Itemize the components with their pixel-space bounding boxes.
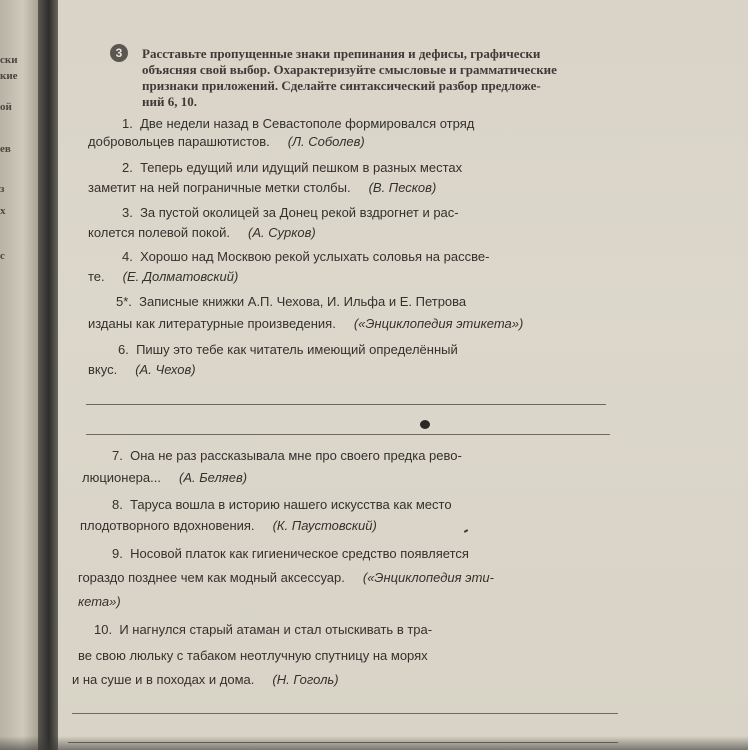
left-page-fragment: х	[0, 205, 6, 217]
sentence-6-line-1	[118, 342, 604, 357]
sentence-10-line-2	[78, 648, 618, 663]
left-page-edge	[0, 0, 38, 750]
sentence-text: добровольцев парашютистов.	[88, 134, 270, 149]
sentence-number: 8.	[112, 497, 123, 512]
sentence-text: ве свою люльку с табаком неотлучную спутницу на морях	[78, 648, 428, 663]
sentence-text: вкус.	[88, 362, 118, 377]
sentence-text: Две недели назад в Севастополе формировался отряд	[140, 116, 475, 131]
sentence-text: Таруса вошла в историю нашего искусства как место	[130, 497, 452, 512]
sentence-text: Она не раз рассказывала мне про своего предка рево-	[130, 448, 462, 463]
sentence-2-line-1	[122, 160, 602, 175]
sentence-number: 5*.	[116, 294, 132, 309]
sentence-8-line-1	[112, 497, 608, 512]
sentence-text: Хорошо над Москвою рекой услыхать соловья на рассве-	[140, 249, 490, 264]
sentence-7-line-1	[112, 448, 608, 463]
source-attribution: (А. Чехов)	[135, 362, 196, 377]
sentence-10-line-3	[72, 672, 632, 687]
sentence-text: и на суше и в походах и дома.	[72, 672, 255, 687]
exercise-number-badge: 3	[110, 44, 128, 62]
sentence-4-line-2	[88, 269, 648, 284]
sentence-2-line-2	[88, 180, 648, 195]
sentence-4-line-1	[122, 249, 602, 264]
sentence-number: 1.	[122, 116, 133, 131]
sentence-number: 9.	[112, 546, 123, 561]
sentence-number: 3.	[122, 205, 133, 220]
source-attribution: (А. Беляев)	[178, 470, 248, 485]
instruction-line: признаки приложений. Сделайте синтаксический разбор предложе-	[142, 78, 541, 93]
sentence-text: Пишу это тебе как читатель имеющий определённый	[136, 342, 458, 357]
source-attribution: (В. Песков)	[368, 180, 437, 195]
source-attribution: (А. Сурков)	[248, 225, 316, 240]
source-attribution: (Л. Соболев)	[287, 134, 365, 149]
sentence-7-line-2	[82, 470, 642, 485]
answer-line	[72, 713, 618, 714]
source-attribution: («Энциклопедия этикета»)	[353, 316, 524, 331]
sentence-9-line-2	[78, 570, 638, 585]
answer-line	[86, 404, 606, 405]
bottom-shadow	[0, 736, 748, 750]
ink-blot	[420, 420, 430, 429]
sentence-number: 7.	[112, 448, 123, 463]
sentence-number: 2.	[122, 160, 133, 175]
book-gutter	[38, 0, 60, 750]
instruction-line: объясняя свой выбор. Охарактеризуйте смысловые и грамматические	[142, 62, 557, 77]
source-attribution: кета»)	[78, 594, 121, 609]
sentence-text: те.	[88, 269, 105, 284]
sentence-text: Теперь едущий или идущий пешком в разных местах	[140, 160, 463, 175]
left-page-fragment: з	[0, 183, 5, 195]
left-page-fragment: ой	[0, 101, 12, 113]
sentence-text: изданы как литературные произведения.	[88, 316, 336, 331]
sentence-text: плодотворного вдохновения.	[80, 518, 255, 533]
sentence-5-line-1	[116, 294, 602, 309]
sentence-text: Записные книжки А.П. Чехова, И. Ильфа и Е. Петрова	[139, 294, 467, 309]
source-attribution: (Е. Долматовский)	[122, 269, 239, 284]
sentence-9-line-3	[78, 594, 638, 609]
sentence-10-line-1	[94, 622, 614, 637]
sentence-5-line-2	[88, 316, 648, 331]
instruction-line: ний 6, 10.	[142, 94, 197, 109]
answer-line	[86, 434, 610, 435]
textbook-page	[58, 0, 748, 750]
sentence-1-line-1	[122, 116, 602, 131]
sentence-1-line-2	[88, 134, 648, 149]
sentence-6-line-2	[88, 362, 648, 377]
sentence-text: И нагнулся старый атаман и стал отыскивать в тра-	[119, 622, 433, 637]
sentence-text: заметит на ней пограничные метки столбы.	[88, 180, 351, 195]
sentence-8-line-2	[80, 518, 640, 533]
sentence-number: 6.	[118, 342, 129, 357]
sentence-3-line-1	[122, 205, 602, 220]
sentence-text: гораздо позднее чем как модный аксессуар.	[78, 570, 345, 585]
left-page-fragment: ски	[0, 54, 18, 66]
left-page-fragment: кие	[0, 70, 18, 82]
sentence-number: 10.	[94, 622, 113, 637]
sentence-9-line-1	[112, 546, 612, 561]
left-page-fragment: ев	[0, 143, 11, 155]
sentence-text: За пустой околицей за Донец рекой вздрогнет и рас-	[140, 205, 459, 220]
source-attribution: («Энциклопедия эти-	[362, 570, 494, 585]
sentence-text: люционера...	[82, 470, 161, 485]
source-attribution: (К. Паустовский)	[272, 518, 377, 533]
sentence-3-line-2	[88, 225, 648, 240]
left-page-fragment: с	[0, 250, 5, 262]
instruction-line: Расставьте пропущенные знаки препинания и дефисы, графически	[142, 46, 541, 61]
sentence-number: 4.	[122, 249, 133, 264]
sentence-text: Носовой платок как гигиеническое средство появляется	[130, 546, 469, 561]
sentence-text: колется полевой покой.	[88, 225, 230, 240]
source-attribution: (Н. Гоголь)	[272, 672, 339, 687]
